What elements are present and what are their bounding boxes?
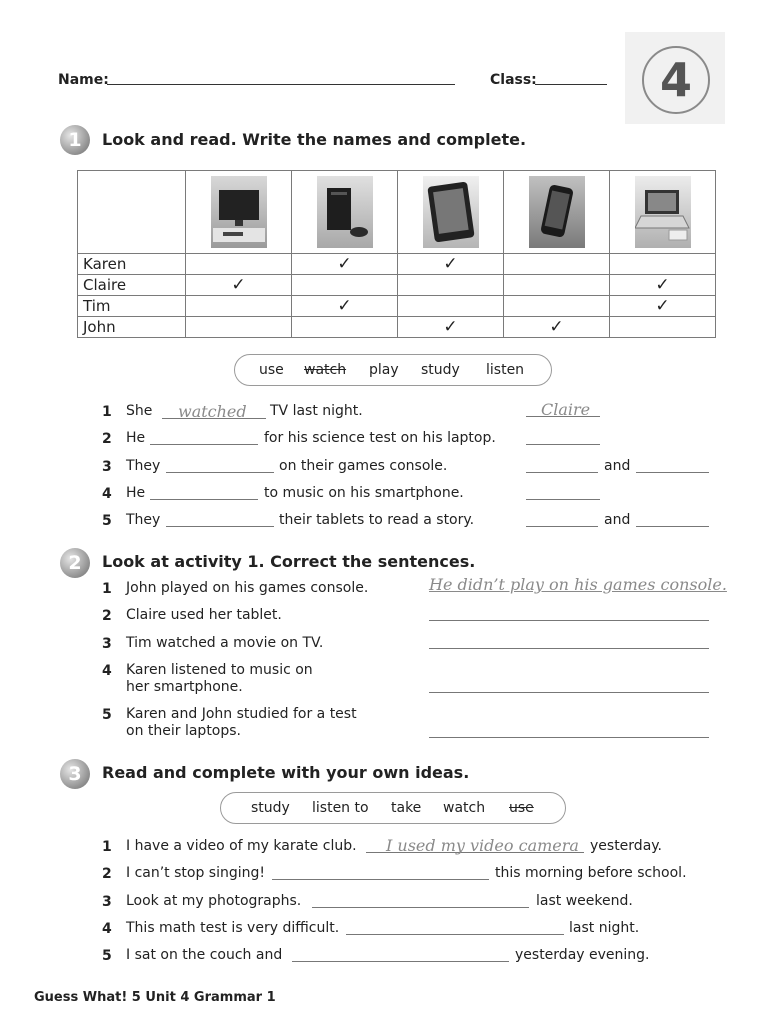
name-label: Name: xyxy=(58,72,109,88)
table-row xyxy=(78,317,716,338)
device-laptop xyxy=(610,171,716,254)
device-games-console xyxy=(292,171,398,254)
check-cell: ✓ xyxy=(398,254,504,275)
item-number: 2 xyxy=(102,431,112,447)
class-label: Class: xyxy=(490,72,537,88)
item-text: John played on his games console. xyxy=(126,580,369,596)
word-box-1 xyxy=(234,354,552,386)
answer-line[interactable] xyxy=(292,961,509,962)
item-text: yesterday. xyxy=(590,838,663,854)
answer-line[interactable] xyxy=(150,499,258,500)
and-label: and xyxy=(604,512,631,528)
check-cell xyxy=(186,317,292,338)
check-cell: ✓ xyxy=(398,317,504,338)
row-name: Tim xyxy=(78,296,186,317)
item-number: 5 xyxy=(102,948,112,964)
item-number: 3 xyxy=(102,459,112,475)
answer-line[interactable] xyxy=(150,444,258,445)
item-text: last night. xyxy=(569,920,640,936)
item-text: I sat on the couch and xyxy=(126,947,283,963)
footer-text: Guess What! 5 Unit 4 Grammar 1 xyxy=(34,990,276,1005)
games-console-icon xyxy=(317,176,373,248)
check-cell xyxy=(398,275,504,296)
tv-icon xyxy=(211,176,267,248)
activity-2-title: Look at activity 1. Correct the sentences. xyxy=(102,552,476,571)
item-number: 3 xyxy=(102,636,112,652)
item-text: TV last night. xyxy=(270,403,363,419)
item-text: Claire used her tablet. xyxy=(126,607,282,623)
item-number: 1 xyxy=(102,839,112,855)
check-cell: ✓ xyxy=(186,275,292,296)
item-text: their tablets to read a story. xyxy=(279,512,475,528)
item-text: to music on his smartphone. xyxy=(264,485,464,501)
activity-1-badge: 1 xyxy=(60,125,90,155)
row-name: John xyxy=(78,317,186,338)
example-answer: He didn’t play on his games console. xyxy=(429,575,727,594)
and-label: and xyxy=(604,458,631,474)
answer-line[interactable] xyxy=(166,526,274,527)
item-number: 2 xyxy=(102,608,112,624)
table-row xyxy=(78,275,716,296)
check-cell: ✓ xyxy=(292,254,398,275)
activity-1-title: Look and read. Write the names and complete. xyxy=(102,130,527,149)
word-box-word-crossed: use xyxy=(509,800,534,816)
devices-table xyxy=(77,170,716,338)
item-text: for his science test on his laptop. xyxy=(264,430,496,446)
table-row xyxy=(78,254,716,275)
answer-line[interactable] xyxy=(429,692,709,693)
check-cell xyxy=(398,296,504,317)
check-cell: ✓ xyxy=(610,296,716,317)
check-cell xyxy=(610,317,716,338)
check-cell xyxy=(504,254,610,275)
answer-line[interactable] xyxy=(312,907,529,908)
item-text: this morning before school. xyxy=(495,865,687,881)
name-field[interactable] xyxy=(107,84,455,85)
item-number: 2 xyxy=(102,866,112,882)
item-text: Tim watched a movie on TV. xyxy=(126,635,324,651)
word-box-word: listen to xyxy=(312,800,369,816)
check-cell xyxy=(186,296,292,317)
answer-line[interactable] xyxy=(429,737,709,738)
name-answer-line[interactable] xyxy=(526,499,600,500)
name-answer-line[interactable] xyxy=(636,526,709,527)
item-text: yesterday evening. xyxy=(515,947,650,963)
row-name: Claire xyxy=(78,275,186,296)
check-cell xyxy=(292,317,398,338)
item-number: 4 xyxy=(102,921,112,937)
word-box-word: watch xyxy=(443,800,486,816)
row-name: Karen xyxy=(78,254,186,275)
example-answer: watched xyxy=(178,402,247,421)
answer-line[interactable] xyxy=(429,620,709,621)
item-text: on their games console. xyxy=(279,458,448,474)
item-text: Karen and John studied for a test xyxy=(126,706,357,722)
item-number: 3 xyxy=(102,894,112,910)
class-field[interactable] xyxy=(535,84,607,85)
item-text: last weekend. xyxy=(536,893,633,909)
activity-3-title: Read and complete with your own ideas. xyxy=(102,763,470,782)
item-text: her smartphone. xyxy=(126,679,243,695)
check-cell xyxy=(504,296,610,317)
name-answer-line[interactable] xyxy=(526,444,600,445)
word-box-word: listen xyxy=(486,362,525,378)
activity-2-badge: 2 xyxy=(60,548,90,578)
word-box-word-crossed: watch xyxy=(304,362,347,378)
smartphone-icon xyxy=(529,176,585,248)
check-cell: ✓ xyxy=(504,317,610,338)
item-text: They xyxy=(126,512,161,528)
item-text: Karen listened to music on xyxy=(126,662,313,678)
item-text: They xyxy=(126,458,161,474)
name-answer-line[interactable] xyxy=(526,526,598,527)
item-text: This math test is very difficult. xyxy=(126,920,340,936)
item-text: He xyxy=(126,430,146,446)
item-text: Look at my photographs. xyxy=(126,893,302,909)
item-text: He xyxy=(126,485,146,501)
table-corner xyxy=(78,171,186,254)
word-box-word: take xyxy=(391,800,422,816)
check-cell xyxy=(292,275,398,296)
device-smartphone xyxy=(504,171,610,254)
check-cell xyxy=(504,275,610,296)
check-cell: ✓ xyxy=(292,296,398,317)
item-number: 5 xyxy=(102,513,112,529)
example-answer: I used my video camera xyxy=(386,836,579,855)
word-box-3 xyxy=(220,792,566,824)
word-box-word: study xyxy=(421,362,460,378)
tablet-icon xyxy=(423,176,479,248)
table-row xyxy=(78,296,716,317)
device-tablet xyxy=(398,171,504,254)
item-number: 5 xyxy=(102,707,112,723)
word-box-word: use xyxy=(259,362,284,378)
item-text: She xyxy=(126,403,153,419)
check-cell xyxy=(610,254,716,275)
name-answer-line[interactable] xyxy=(526,472,598,473)
item-number: 4 xyxy=(102,486,112,502)
word-box-word: study xyxy=(251,800,290,816)
answer-line[interactable] xyxy=(166,472,274,473)
unit-number-badge: 4 xyxy=(642,46,710,114)
answer-line[interactable] xyxy=(346,934,564,935)
answer-line[interactable] xyxy=(429,648,709,649)
item-text: I have a video of my karate club. xyxy=(126,838,357,854)
device-tv xyxy=(186,171,292,254)
item-text: I can’t stop singing! xyxy=(126,865,266,881)
check-cell: ✓ xyxy=(610,275,716,296)
activity-3-badge: 3 xyxy=(60,759,90,789)
item-number: 4 xyxy=(102,663,112,679)
name-answer-line[interactable] xyxy=(636,472,709,473)
laptop-icon xyxy=(635,176,691,248)
item-number: 1 xyxy=(102,404,112,420)
answer-line[interactable] xyxy=(272,879,489,880)
example-name-answer: Claire xyxy=(541,400,591,419)
item-number: 1 xyxy=(102,581,112,597)
check-cell xyxy=(186,254,292,275)
word-box-word: play xyxy=(369,362,399,378)
item-text: on their laptops. xyxy=(126,723,242,739)
